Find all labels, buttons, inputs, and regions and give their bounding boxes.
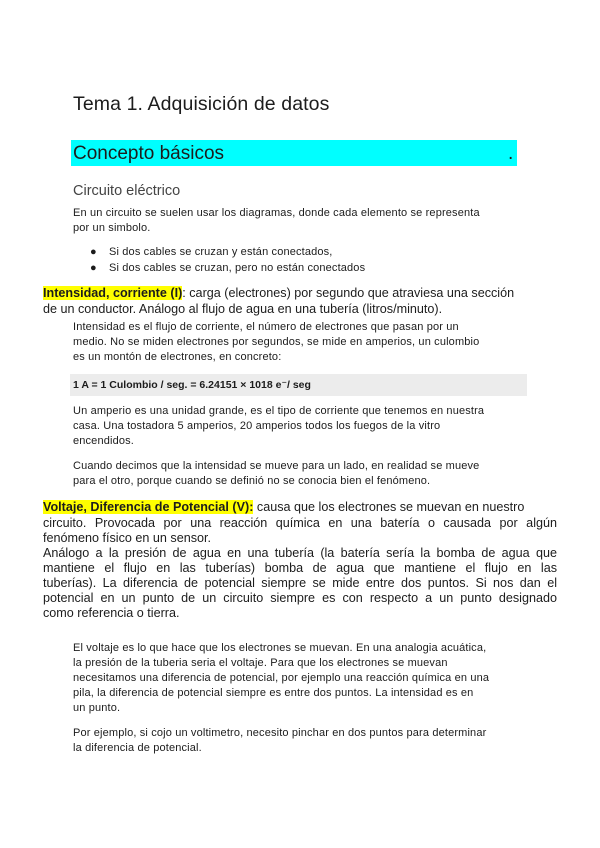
voltaje-note-4: pila, la diferencia de potencial siempre es entre dos puntos. La intensidad es en (73, 687, 474, 699)
intensidad-sep: , (105, 286, 113, 300)
voltaje-note-1: El voltaje es lo que hace que los electrones se muevan. En una analogia acuática, (73, 642, 487, 654)
voltaje-line-7: potencial en un punto de un circuito siempre es con respecto a un punto designado (43, 591, 557, 605)
intro-line-2: por un simbolo. (73, 222, 151, 234)
amperio-note-3: encendidos. (73, 435, 134, 447)
voltaje-line-1 (43, 500, 524, 515)
section-title-trailing: . (508, 143, 514, 164)
amperio-note-2: casa. Una tostadora 5 amperios, 20 amperios todos los fuegos de la vitro (73, 420, 441, 432)
intensidad-line-1 (43, 286, 514, 301)
formula-text: 1 A = 1 Culombio / seg. = 6.24151 × 1018 e⁻/ seg (73, 379, 311, 391)
voltaje-line-2: circuito. Provocada por una reacción química en una batería o causada por algún (43, 516, 557, 530)
voltaje-note-2: la presión de la tuberia seria el voltaje. Para que los electrones se muevan (73, 657, 448, 669)
intensidad-note-3: es un montón de electrones, en concreto: (73, 351, 282, 363)
direction-note-2: para el otro, porque cuando se definió no se conocia bien el fenómeno. (73, 475, 431, 487)
intensidad-term-2: corriente (I) (112, 286, 183, 300)
voltaje-line-4: Análogo a la presión de agua en una tubería (la batería sería la bomba de agua que (43, 546, 557, 560)
voltaje-term: Voltaje, Diferencia de Potencial (V): (43, 500, 254, 514)
bullet-item-2: Si dos cables se cruzan, pero no están conectados (109, 262, 366, 274)
page-title: Tema 1. Adquisición de datos (73, 93, 330, 115)
voltaje-note-5: un punto. (73, 702, 121, 714)
voltaje-line-8: como referencia o tierra. (43, 606, 180, 620)
intensidad-line-2: de un conductor. Análogo al flujo de agua en una tubería (litros/minuto). (43, 302, 443, 316)
section-title: Concepto básicos (73, 143, 225, 164)
voltaje-line-6: tuberías). La diferencia de potencial siempre se mide entre dos puntos. Si nos dan el (43, 576, 557, 590)
subsection-title: Circuito eléctrico (73, 183, 181, 199)
amperio-note-1: Un amperio es una unidad grande, es el tipo de corriente que tenemos en nuestra (73, 405, 485, 417)
intensidad-note-1: Intensidad es el flujo de corriente, el número de electrones que pasan por un (73, 321, 459, 333)
voltaje-note-3: necesitamos una diferencia de potencial, por ejemplo una reacción química en una (73, 672, 490, 684)
voltaje-line-3: fenómeno físico en un sensor. (43, 531, 212, 545)
intensidad-note-2: medio. No se miden electrones por segundos, se mide en amperios, un culombio (73, 336, 480, 348)
voltaje-definition: causa que los electrones se muevan en nuestro (253, 500, 525, 514)
bullet-item-1: Si dos cables se cruzan y están conectados, (109, 246, 333, 258)
intro-line-1: En un circuito se suelen usar los diagramas, donde cada elemento se representa (73, 207, 480, 219)
bullet-dot: ● (90, 246, 97, 258)
intensidad-definition: : carga (electrones) por segundo que atraviesa una sección (182, 286, 515, 300)
direction-note-1: Cuando decimos que la intensidad se mueve para un lado, en realidad se mueve (73, 460, 480, 472)
voltaje-line-5: mantiene el flujo en las tuberías) bomba de agua que mantiene el flujo en las (43, 561, 557, 575)
voltimetro-note-2: la diferencia de potencial. (73, 742, 202, 754)
voltimetro-note-1: Por ejemplo, si cojo un voltimetro, necesito pinchar en dos puntos para determinar (73, 727, 487, 739)
bullet-dot: ● (90, 262, 97, 274)
intensidad-term: Intensidad (43, 286, 106, 300)
